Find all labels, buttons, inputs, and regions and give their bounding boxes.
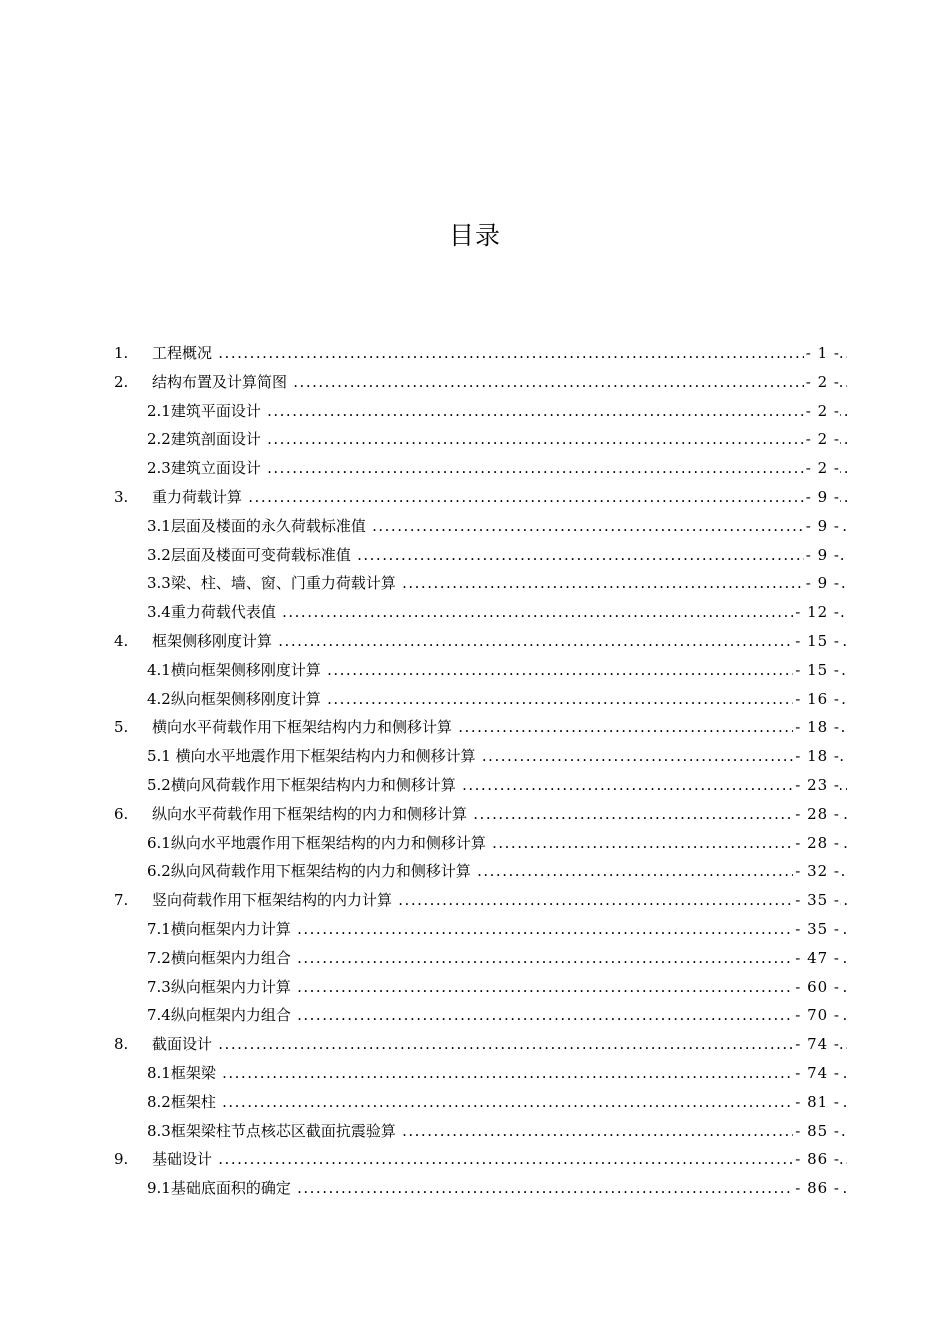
toc-entry[interactable] (0, 483, 950, 512)
toc-entry[interactable] (0, 1059, 950, 1088)
table-of-contents (0, 339, 950, 1203)
toc-entry[interactable] (0, 339, 950, 368)
toc-entry-number: 5. (114, 718, 129, 737)
toc-entry[interactable] (0, 454, 950, 483)
toc-entry-label: 7.3纵向框架内力计算 ..... (147, 973, 847, 1002)
toc-entry-label: 结构布置及计算简图 ..... (152, 368, 847, 397)
toc-entry-page-number: - 12 - (793, 598, 840, 627)
toc-entry-number: 4. (114, 631, 129, 650)
toc-entry-page-number: - 9 - (804, 483, 840, 512)
toc-entry-page-number: - 2 - (804, 368, 840, 397)
toc-entry-page-number: - 47 - (793, 944, 840, 973)
toc-entry-page-number: - 16 - (793, 685, 840, 714)
toc-entry[interactable] (0, 1174, 950, 1203)
toc-entry-label: 4.2纵向框架侧移刚度计算 ..... (147, 685, 847, 714)
toc-entry-page-number: - 28 - (793, 829, 840, 858)
toc-entry[interactable] (0, 800, 950, 829)
toc-entry-label: 3.1层面及楼面的永久荷载标准值 ..... (147, 512, 847, 541)
toc-entry-label: 6.1纵向水平地震作用下框架结构的内力和侧移计算 ..... (147, 829, 847, 858)
toc-entry-page-number: - 23 - (793, 771, 840, 800)
toc-entry-page-number: - 32 - (793, 857, 840, 886)
toc-entry-page-number: - 35 - (793, 915, 840, 944)
toc-entry-label: 7.4纵向框架内力组合 ..... (147, 1001, 847, 1030)
toc-entry[interactable] (0, 627, 950, 656)
toc-entry[interactable] (0, 742, 950, 771)
page-title: 目录 (448, 221, 501, 250)
toc-entry-label: 工程概况 ..... (152, 339, 847, 368)
toc-entry-page-number: - 2 - (804, 425, 840, 454)
toc-entry-page-number: - 86 - (793, 1145, 840, 1174)
toc-entry-number: 1. (114, 344, 129, 362)
toc-entry-number: 2. (114, 372, 129, 391)
toc-entry-page-number: - 18 - (793, 742, 840, 771)
toc-entry[interactable] (0, 973, 950, 1002)
toc-entry-label: 2.1建筑平面设计 ..... (147, 397, 847, 426)
toc-entry[interactable] (0, 886, 950, 915)
toc-entry[interactable] (0, 1145, 950, 1174)
toc-entry-number: 7. (114, 891, 129, 910)
toc-entry-label: 竖向荷载作用下框架结构的内力计算 ..... (152, 886, 847, 915)
toc-entry-label: 重力荷载计算 ..... (152, 483, 847, 512)
toc-entry-page-number: - 1 - (804, 339, 840, 368)
toc-entry-number: 3. (114, 487, 129, 506)
toc-entry[interactable] (0, 1117, 950, 1146)
toc-entry[interactable] (0, 598, 950, 627)
toc-entry[interactable] (0, 771, 950, 800)
toc-entry-label: 4.1横向框架侧移刚度计算 ..... (147, 656, 847, 685)
toc-entry-label: 9.1基础底面积的确定 ..... (147, 1174, 847, 1203)
toc-entry[interactable] (0, 1001, 950, 1030)
toc-entry[interactable] (0, 368, 950, 397)
toc-entry-label: 5.1 横向水平地震作用下框架结构内力和侧移计算 ..... (147, 742, 847, 771)
toc-entry-page-number: - 15 - (793, 627, 840, 656)
toc-entry-page-number: - 9 - (804, 569, 840, 598)
toc-entry-number: 9. (114, 1150, 129, 1169)
toc-entry[interactable] (0, 1030, 950, 1059)
toc-entry-label: 3.4重力荷载代表值 ..... (147, 598, 847, 627)
toc-entry-page-number: - 60 - (793, 973, 840, 1002)
toc-entry-label: 基础设计 ..... (152, 1145, 847, 1174)
toc-entry-label: 7.1横向框架内力计算 ..... (147, 915, 847, 944)
toc-entry-label: 6.2纵向风荷载作用下框架结构的内力和侧移计算 ..... (147, 857, 847, 886)
toc-entry-page-number: - 85 - (793, 1117, 840, 1146)
toc-entry-page-number: - 9 - (804, 512, 840, 541)
toc-entry-page-number: - 81 - (793, 1088, 840, 1117)
toc-entry[interactable] (0, 425, 950, 454)
toc-entry-label: 8.3框架梁柱节点核芯区截面抗震验算 ..... (147, 1117, 847, 1146)
toc-entry[interactable] (0, 541, 950, 570)
toc-entry-page-number: - 18 - (793, 713, 840, 742)
toc-entry[interactable] (0, 944, 950, 973)
toc-entry-page-number: - 35 - (793, 886, 840, 915)
toc-entry-label: 截面设计 ..... (152, 1030, 847, 1059)
toc-entry-page-number: - 2 - (804, 454, 840, 483)
toc-entry[interactable] (0, 713, 950, 742)
toc-entry-page-number: - 70 - (793, 1001, 840, 1030)
toc-entry-page-number: - 2 - (804, 397, 840, 426)
toc-entry-page-number: - 74 - (793, 1030, 840, 1059)
toc-entry-number: 6. (114, 804, 129, 823)
toc-entry-number: 8. (114, 1035, 129, 1054)
toc-entry-page-number: - 28 - (793, 800, 840, 829)
toc-entry-label: 横向水平荷载作用下框架结构内力和侧移计算 ..... (152, 713, 847, 742)
toc-entry-label: 2.2建筑剖面设计 ..... (147, 425, 847, 454)
toc-entry-label: 5.2横向风荷载作用下框架结构内力和侧移计算 ..... (147, 771, 847, 800)
toc-entry-label: 纵向水平荷载作用下框架结构的内力和侧移计算 ..... (152, 800, 847, 829)
toc-entry-label: 8.1框架梁 ..... (147, 1059, 847, 1088)
toc-entry[interactable] (0, 397, 950, 426)
toc-entry[interactable] (0, 829, 950, 858)
toc-entry-page-number: - 9 - (804, 541, 840, 570)
toc-entry[interactable] (0, 685, 950, 714)
toc-entry-label: 3.2层面及楼面可变荷载标准值 ..... (147, 541, 847, 570)
toc-entry[interactable] (0, 569, 950, 598)
toc-entry[interactable] (0, 1088, 950, 1117)
toc-entry-page-number: - 86 - (793, 1174, 840, 1203)
toc-entry-page-number: - 74 - (793, 1059, 840, 1088)
toc-entry[interactable] (0, 656, 950, 685)
toc-entry-label: 3.3梁、柱、墙、窗、门重力荷载计算 ..... (147, 569, 847, 598)
toc-entry-label: 框架侧移刚度计算 ..... (152, 627, 847, 656)
toc-entry-label: 2.3建筑立面设计 ..... (147, 454, 847, 483)
toc-entry-label: 8.2框架柱 ..... (147, 1088, 847, 1117)
toc-entry-page-number: - 15 - (793, 656, 840, 685)
toc-entry[interactable] (0, 857, 950, 886)
toc-entry-label: 7.2横向框架内力组合 ..... (147, 944, 847, 973)
toc-entry[interactable] (0, 512, 950, 541)
toc-entry[interactable] (0, 915, 950, 944)
